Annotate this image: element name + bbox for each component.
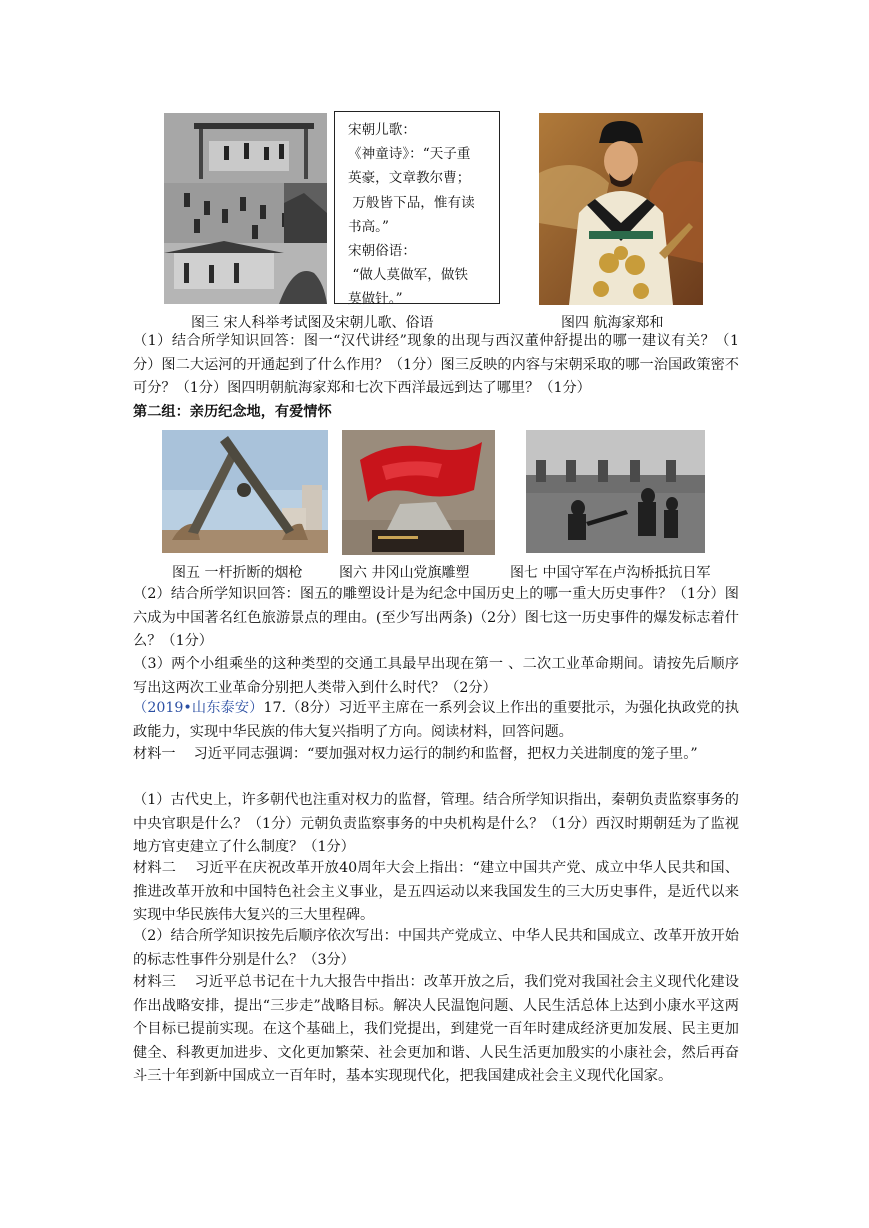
lugou-bridge-photo [526,430,705,553]
question-1: （1）结合所学知识回答：图一“汉代讲经”现象的出现与西汉董仲舒提出的哪一建议有关？（1分）图二大运河的开通起到了什么作用？（1分）图三反映的内容与宋朝采取的哪一治国政策密不可分？（1分）图四明朝航海家郑和七次下西洋最远到达了哪里？（1分） [133,333,739,397]
figure6-caption: 图六 井冈山党旗雕塑 [339,565,470,581]
material-1-question: （1）古代史上，许多朝代也注重对权力的监督，管理。结合所学知识指出，秦朝负责监察事务的中央官职是什么？（1分）元朝负责监察事务的中央机构是什么？（1分）西汉时期朝廷为了监视地方官吏建立了什么制度？（1分） [133,792,739,856]
material-3: 材料三 习近平总书记在十九大报告中指出：改革开放之后，我们党对我国社会主义现代化建设作出战略安排，提出“三步走”战略目标。解决人民温饱问题、人民生活总体上达到小康水平这两个目标已提前实现。在这个基础上，我们党提出，到建党一百年时建成经济更加发展、民主更加健全、科教更加进步、文化更加繁荣、社会更加和谐、人民生活更加殷实的小康社会，然后再奋斗三十年到新中国成立一百年时，基本实现现代化，把我国建成社会主义现代化国家。 [133,974,739,1085]
box-line: 《神童诗》：“天子重 [348,146,471,163]
question-3: （3）两个小组乘坐的这种类型的交通工具最早出现在第一 、二次工业革命期间。请按先后顺序写出这两次工业革命分别把人类带入到什么时代？（2分） [133,656,739,696]
broken-pipe-sculpture-photo [162,430,328,553]
figure4-caption: 图四 航海家郑和 [561,315,664,331]
question-17 [133,697,739,744]
box-line: 莫做针。” [348,291,403,308]
zheng-he-portrait [539,113,703,305]
group2-heading: 第二组：亲历纪念地，有爱情怀 [133,404,332,420]
material-2-question: （2）结合所学知识按先后顺序依次写出：中国共产党成立、中华人民共和国成立、改革开放开始的标志性事件分别是什么？（3分） [133,928,739,968]
song-rhymes-box [334,111,500,308]
box-line: 书高。” [348,218,389,235]
party-flag-sculpture-photo [342,430,495,555]
box-line: 宋朝俗语： [348,243,416,260]
material-1: 材料一 习近平同志强调：“要加强对权力运行的制约和监督，把权力关进制度的笼子里。” [133,746,698,762]
figure3-caption: 图三 宋人科举考试图及宋朝儿歌、俗语 [191,315,434,331]
box-line: 英豪，文章教尔曹； [348,170,471,187]
figure7-caption: 图七 中国守军在卢沟桥抵抗日军 [510,565,711,581]
song-exam-painting [164,113,327,304]
material-2: 材料二 习近平在庆祝改革开放40周年大会上指出：“建立中国共产党、成立中华人民共和国、推进改革开放和中国特色社会主义事业，是五四运动以来我国发生的三大历史事件，是近代以来实现中华民族伟大复兴的三大里程碑。 [133,860,739,924]
box-line: “做人莫做军，做铁 [348,267,469,284]
box-line: 宋朝儿歌： [348,122,416,138]
box-line: 万般皆下品，惟有读 [348,194,475,211]
question-17-source: （2019•山东泰安） [133,700,264,716]
question-17-stem: 17.（8分）习近平主席在一系列会议上作出的重要批示，为强化执政党的执政能力，实现中华民族的伟大复兴指明了方向。阅读材料，回答问题。 [133,700,739,740]
figure5-caption: 图五 一杆折断的烟枪 [172,565,303,581]
question-2: （2）结合所学知识回答：图五的雕塑设计是为纪念中国历史上的哪一重大历史事件？（1分）图六成为中国著名红色旅游景点的理由。(至少写出两条)（2分）图七这一历史事件的爆发标志着什么？（1分） [133,586,739,650]
